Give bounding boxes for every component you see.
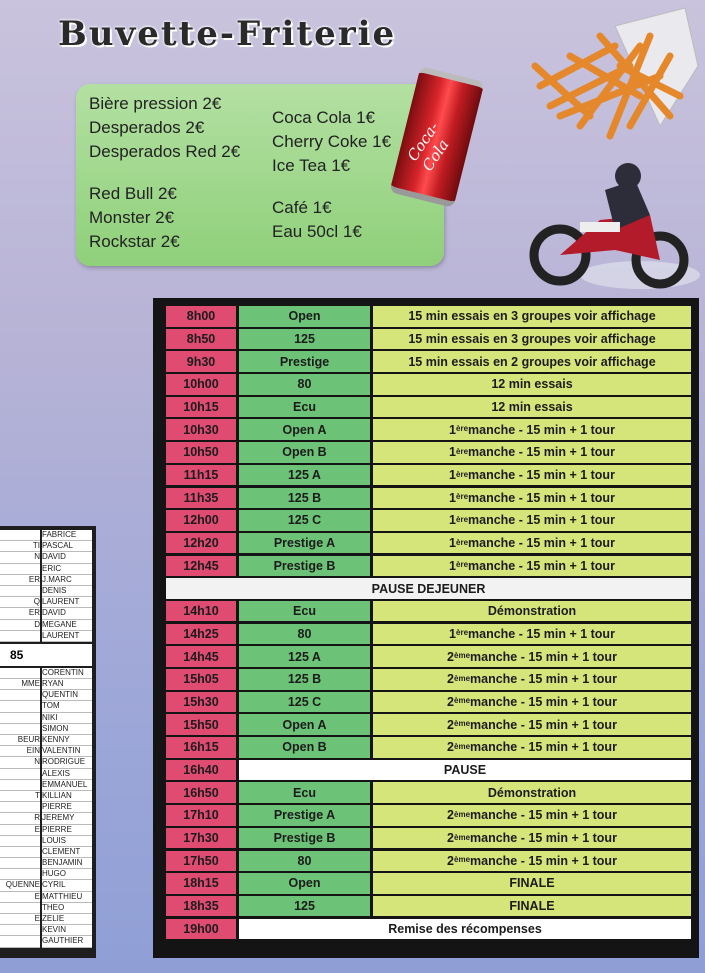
first-name-cell: CLEMENT [42, 847, 92, 858]
category-cell: Prestige B [239, 556, 370, 577]
description-cell: 1 $^{ère}$ manche - 15 min + 1 tour [373, 510, 691, 531]
first-name-cell: SIMON [42, 724, 92, 735]
ordinal-suffix: ère [456, 628, 469, 638]
first-name-cell: KENNY [42, 735, 92, 746]
first-name-cell: DAVID [42, 608, 92, 619]
first-name-cell: LOUIS [42, 836, 92, 847]
menu-item: Monster 2€ [89, 208, 175, 227]
name-fragment-cell [0, 847, 40, 858]
first-name-cell: J.MARC [42, 575, 92, 586]
time-cell: 16h50 [166, 782, 236, 803]
name-fragment-cell [0, 668, 40, 679]
name-fragment-cell [0, 869, 40, 880]
schedule-row [166, 760, 691, 781]
category-cell: Open A [239, 419, 370, 440]
category-cell: 125 C [239, 692, 370, 713]
name-fragment-cell [0, 903, 40, 914]
time-cell: 16h40 [166, 760, 236, 781]
ordinal-suffix: ème [454, 719, 471, 729]
time-cell: 19h00 [166, 919, 236, 940]
time-cell: 12h00 [166, 510, 236, 531]
drinks-menu-panel [76, 84, 444, 266]
first-name-cell: GAUTHIER [42, 936, 92, 947]
first-name-cell: PASCAL [42, 541, 92, 552]
description-cell: 1 $^{ère}$ manche - 15 min + 1 tour [373, 533, 691, 554]
category-cell: 125 B [239, 669, 370, 690]
name-fragment-cell [0, 925, 40, 936]
schedule-row [166, 851, 691, 872]
category-cell: Open B [239, 442, 370, 463]
first-name-cell: ERIC [42, 564, 92, 575]
description-cell: 2 $^{ème}$ manche - 15 min + 1 tour [373, 828, 691, 849]
name-fragment-cell [0, 713, 40, 724]
schedule-row [166, 624, 691, 645]
time-cell: 9h30 [166, 351, 236, 372]
ordinal-suffix: ème [454, 673, 471, 683]
name-fragment-cell: BEUR [0, 735, 40, 746]
schedule-row [166, 737, 691, 758]
first-name-cell: PIERRE [42, 802, 92, 813]
ordinal-suffix: ère [456, 560, 469, 570]
description-cell: 1 $^{ère}$ manche - 15 min + 1 tour [373, 624, 691, 645]
schedule-row [166, 646, 691, 667]
drinks-column-left [89, 92, 240, 254]
schedule-row [166, 578, 691, 599]
schedule-row [166, 714, 691, 735]
time-cell: 14h25 [166, 624, 236, 645]
name-fragment-cell: E [0, 914, 40, 925]
schedule-row [166, 896, 691, 917]
schedule-row [166, 306, 691, 327]
description-cell: 12 min essais [373, 397, 691, 418]
description-cell: 1 $^{ère}$ manche - 15 min + 1 tour [373, 556, 691, 577]
name-fragment-cell: D [0, 620, 40, 631]
category-cell: 125 [239, 329, 370, 350]
first-name-cell: LAURENT [42, 597, 92, 608]
name-fragment-cell [0, 631, 40, 642]
menu-item: Café 1€ [272, 198, 332, 217]
ordinal-suffix: ère [456, 492, 469, 502]
name-fragment-cell: MME [0, 679, 40, 690]
time-cell: 14h45 [166, 646, 236, 667]
name-fragment-cell: E [0, 825, 40, 836]
schedule-row [166, 919, 691, 940]
time-cell: 17h10 [166, 805, 236, 826]
name-fragment-cell [0, 724, 40, 735]
ordinal-suffix: ère [456, 514, 469, 524]
first-name-cell: FABRICE [42, 530, 92, 541]
category-cell: 125 A [239, 465, 370, 486]
time-cell: 15h05 [166, 669, 236, 690]
name-fragment-cell [0, 530, 40, 541]
category-cell: Ecu [239, 601, 370, 622]
ordinal-suffix: ème [454, 651, 471, 661]
name-fragment-cell [0, 836, 40, 847]
ordinal-suffix: ère [456, 424, 469, 434]
schedule-row [166, 351, 691, 372]
schedule-row [166, 556, 691, 577]
name-fragment-cell: ER [0, 608, 40, 619]
ordinal-suffix: ère [456, 446, 469, 456]
first-name-cell: MATTHIEU [42, 892, 92, 903]
ordinal-suffix: ème [454, 809, 471, 819]
schedule-row [166, 782, 691, 803]
schedule-row [166, 374, 691, 395]
category-cell: Open [239, 306, 370, 327]
name-fragment-cell: N [0, 552, 40, 563]
description-cell: 2 $^{ème}$ manche - 15 min + 1 tour [373, 646, 691, 667]
category-cell: Prestige [239, 351, 370, 372]
first-name-cell: LAURENT [42, 631, 92, 642]
menu-item: Ice Tea 1€ [272, 156, 351, 175]
first-name-cell: DAVID [42, 552, 92, 563]
name-fragment-cell: EIN [0, 746, 40, 757]
time-cell: 10h50 [166, 442, 236, 463]
first-name-cell: KEVIN [42, 925, 92, 936]
pause-banner: PAUSE DEJEUNER [166, 578, 691, 599]
first-name-cell: PIERRE [42, 825, 92, 836]
name-fragment-cell: E [0, 892, 40, 903]
time-cell: 17h30 [166, 828, 236, 849]
time-cell: 18h15 [166, 873, 236, 894]
can-logo: Coca-Cola [403, 118, 453, 175]
name-fragment-cell [0, 802, 40, 813]
first-name-cell: QUENTIN [42, 690, 92, 701]
first-name-cell: VALENTIN [42, 746, 92, 757]
menu-item: Desperados Red 2€ [89, 142, 241, 161]
first-name-cell: DENIS [42, 586, 92, 597]
name-fragment-cell [0, 936, 40, 947]
description-cell: 12 min essais [373, 374, 691, 395]
schedule-row [166, 488, 691, 509]
category-cell: 80 [239, 624, 370, 645]
ordinal-suffix: ère [456, 469, 469, 479]
time-cell: 8h50 [166, 329, 236, 350]
name-fragment-cell [0, 780, 40, 791]
description-cell: FINALE [373, 896, 691, 917]
description-cell: 1 $^{ère}$ manche - 15 min + 1 tour [373, 419, 691, 440]
time-cell: 8h00 [166, 306, 236, 327]
category-cell: Prestige A [239, 533, 370, 554]
menu-item: Cherry Coke 1€ [272, 132, 392, 151]
name-fragment-cell: QUENNE [0, 880, 40, 891]
category-cell: 125 A [239, 646, 370, 667]
first-name-cell: JEREMY [42, 813, 92, 824]
name-fragment-cell [0, 586, 40, 597]
category-cell: 80 [239, 374, 370, 395]
time-cell: 18h35 [166, 896, 236, 917]
first-name-cell: NIKI [42, 713, 92, 724]
first-name-cell: BENJAMIN [42, 858, 92, 869]
first-name-cell: RODRIGUE [42, 757, 92, 768]
schedule-row [166, 873, 691, 894]
description-cell: 1 $^{ère}$ manche - 15 min + 1 tour [373, 488, 691, 509]
first-name-cell: RYAN [42, 679, 92, 690]
category-cell: 125 C [239, 510, 370, 531]
menu-item: Desperados 2€ [89, 118, 205, 137]
first-name-cell: KILLIAN [42, 791, 92, 802]
fries-illustration [520, 6, 700, 156]
schedule-row [166, 465, 691, 486]
name-fragment-cell: ER [0, 575, 40, 586]
time-cell: 10h30 [166, 419, 236, 440]
first-name-cell: CYRIL [42, 880, 92, 891]
time-cell: 11h15 [166, 465, 236, 486]
time-cell: 14h10 [166, 601, 236, 622]
schedule-row [166, 669, 691, 690]
menu-item: Bière pression 2€ [89, 94, 222, 113]
category-cell: 125 [239, 896, 370, 917]
time-cell: 10h00 [166, 374, 236, 395]
schedule-row [166, 692, 691, 713]
menu-item: Rockstar 2€ [89, 232, 180, 251]
category-cell: 80 [239, 851, 370, 872]
time-cell: 16h15 [166, 737, 236, 758]
schedule-row [166, 828, 691, 849]
menu-item: Coca Cola 1€ [272, 108, 376, 127]
event-cell: PAUSE [239, 760, 691, 781]
description-cell: 2 $^{ème}$ manche - 15 min + 1 tour [373, 805, 691, 826]
name-fragment-cell [0, 564, 40, 575]
category-cell: Open [239, 873, 370, 894]
time-cell: 17h50 [166, 851, 236, 872]
category-cell: Prestige B [239, 828, 370, 849]
name-fragment-cell [0, 701, 40, 712]
description-cell: FINALE [373, 873, 691, 894]
time-cell: 15h30 [166, 692, 236, 713]
first-name-cell: MEGANE [42, 620, 92, 631]
name-fragment-cell [0, 858, 40, 869]
schedule-row [166, 329, 691, 350]
category-cell: 125 B [239, 488, 370, 509]
ordinal-suffix: ème [454, 855, 471, 865]
schedule-row [166, 533, 691, 554]
description-cell: Démonstration [373, 782, 691, 803]
description-cell: 15 min essais en 3 groupes voir affichage [373, 329, 691, 350]
description-cell: 2 $^{ème}$ manche - 15 min + 1 tour [373, 714, 691, 735]
category-cell: Ecu [239, 782, 370, 803]
ordinal-suffix: ème [454, 832, 471, 842]
name-fragment-cell: Q [0, 597, 40, 608]
race-number-label: 85 [0, 644, 92, 666]
time-cell: 12h20 [166, 533, 236, 554]
first-name-cell: HUGO [42, 869, 92, 880]
schedule-row [166, 419, 691, 440]
time-cell: 15h50 [166, 714, 236, 735]
event-cell: Remise des récompenses [239, 919, 691, 940]
ordinal-suffix: ème [454, 696, 471, 706]
schedule-row [166, 442, 691, 463]
first-name-cell: ALEXIS [42, 769, 92, 780]
name-fragment-cell: T [0, 791, 40, 802]
page-title: Buvette-Friterie [58, 14, 397, 54]
name-fragment-cell [0, 690, 40, 701]
description-cell: 1 $^{ère}$ manche - 15 min + 1 tour [373, 442, 691, 463]
motocross-rider-illustration [520, 160, 700, 295]
description-cell: 2 $^{ème}$ manche - 15 min + 1 tour [373, 737, 691, 758]
schedule-row [166, 510, 691, 531]
description-cell: Démonstration [373, 601, 691, 622]
time-cell: 10h15 [166, 397, 236, 418]
name-fragment-cell: TI [0, 541, 40, 552]
schedule-row [166, 397, 691, 418]
first-name-cell: CORENTIN [42, 668, 92, 679]
drinks-column-right [272, 106, 391, 244]
category-cell: Open A [239, 714, 370, 735]
schedule-row [166, 805, 691, 826]
category-cell: Prestige A [239, 805, 370, 826]
first-name-cell: ZELIE [42, 914, 92, 925]
menu-item: Eau 50cl 1€ [272, 222, 362, 241]
first-name-cell: TOM [42, 701, 92, 712]
description-cell: 1 $^{ère}$ manche - 15 min + 1 tour [373, 465, 691, 486]
ordinal-suffix: ère [456, 537, 469, 547]
description-cell: 2 $^{ème}$ manche - 15 min + 1 tour [373, 692, 691, 713]
race-schedule-table [153, 298, 699, 958]
description-cell: 2 $^{ème}$ manche - 15 min + 1 tour [373, 669, 691, 690]
rider-names-list [0, 526, 96, 958]
time-cell: 12h45 [166, 556, 236, 577]
first-name-cell: THEO [42, 903, 92, 914]
name-fragment-cell: N [0, 757, 40, 768]
time-cell: 11h35 [166, 488, 236, 509]
description-cell: 15 min essais en 2 groupes voir affichage [373, 351, 691, 372]
name-fragment-cell: R [0, 813, 40, 824]
ordinal-suffix: ème [454, 741, 471, 751]
schedule-row [166, 601, 691, 622]
description-cell: 15 min essais en 3 groupes voir affichage [373, 306, 691, 327]
description-cell: 2 $^{ème}$ manche - 15 min + 1 tour [373, 851, 691, 872]
first-name-cell: EMMANUEL [42, 780, 92, 791]
category-cell: Ecu [239, 397, 370, 418]
category-cell: Open B [239, 737, 370, 758]
menu-item: Red Bull 2€ [89, 184, 177, 203]
name-fragment-cell [0, 769, 40, 780]
